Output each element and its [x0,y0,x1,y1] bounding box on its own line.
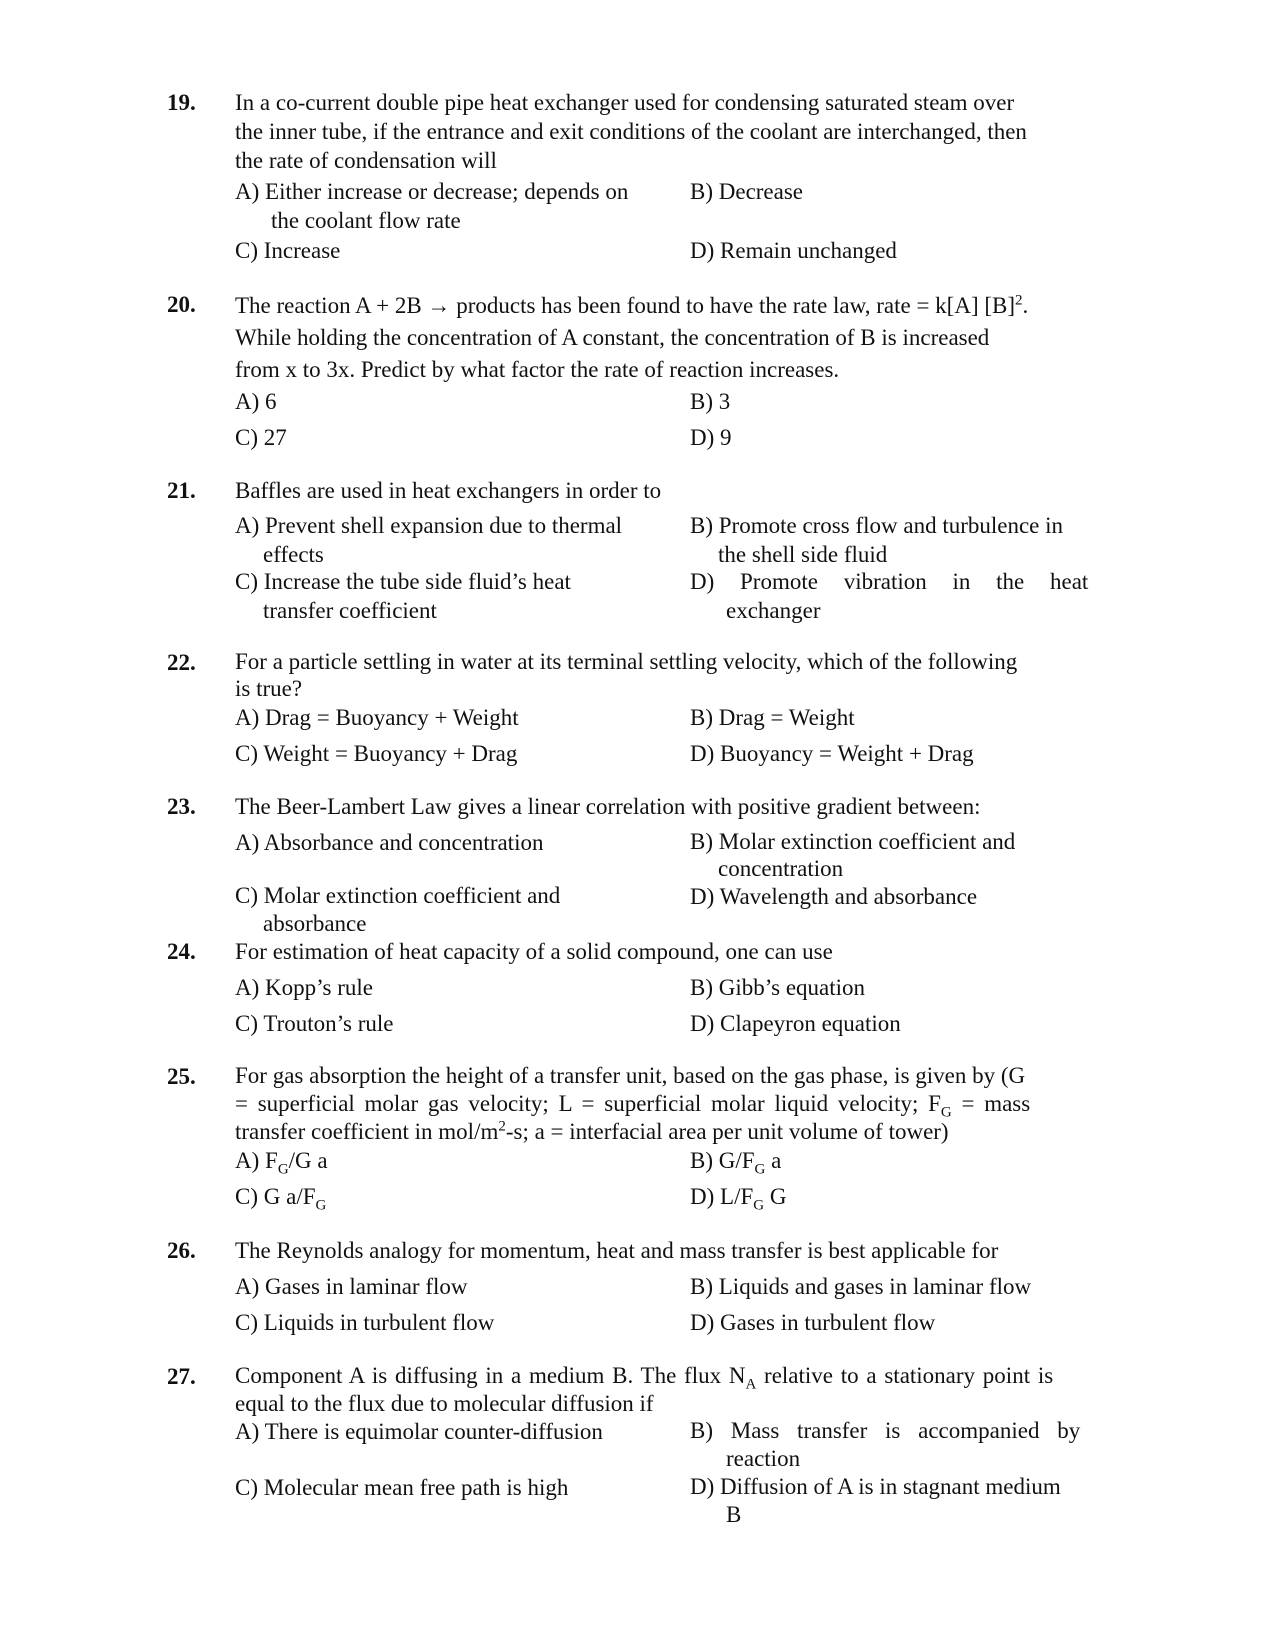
option-d[interactable]: D) Remain unchanged [690,238,897,263]
option-c[interactable]: C) Molecular mean free path is high [235,1475,569,1500]
option-d[interactable]: D) $L/F_G$ G [690,1184,787,1214]
option-d[interactable]: D) 9 [690,425,732,450]
question-stem: Component A is diffusing in a medium B. The flux $N_A$ relative to a stationary point is equal to the flux due to molecular diffusion if [235,1363,1054,1416]
question-number: 22. [167,650,196,675]
option-b[interactable]: B) Drag = Weight [690,705,855,730]
option-c[interactable]: C) G $a/F_G$ [235,1184,327,1214]
option-c[interactable]: C) 27 [235,425,287,450]
option-d[interactable]: D) Promote vibration in the heat exchanger [690,569,1089,623]
question-number: 20. [167,292,196,317]
option-d[interactable]: D) Buoyancy = Weight + Drag [690,741,974,766]
option-a[interactable]: A) 6 [235,389,277,414]
option-c[interactable]: C) Increase the tube side fluid’s heat transfer coefficient [235,569,571,623]
option-a[interactable]: A) Either increase or decrease; depends on the coolant flow rate [235,179,629,233]
option-c[interactable]: C) Liquids in turbulent flow [235,1310,495,1335]
option-c[interactable]: C) Trouton’s rule [235,1011,394,1036]
question-stem: The Reynolds analogy for momentum, heat and mass transfer is best applicable for [235,1238,999,1263]
option-d[interactable]: D) Diffusion of A is in stagnant medium B [690,1474,1061,1527]
option-a[interactable]: A) Kopp’s rule [235,975,373,1000]
option-c[interactable]: C) Weight = Buoyancy + Drag [235,741,518,766]
option-a[interactable]: A) Gases in laminar flow [235,1274,468,1299]
question-stem: Baffles are used in heat exchangers in order to [235,478,662,503]
option-d[interactable]: D) Clapeyron equation [690,1011,901,1036]
question-stem: The reaction A + 2B → products has been found to have the rate law, rate = k[A] $[B]^2$. While holding the concentration of A constant, the concentration of B is increased from x to 3x. Predict by what factor the rate of reaction increases. [235,292,1029,382]
option-b[interactable]: B) Gibb’s equation [690,975,866,1000]
question-number: 26. [167,1238,196,1263]
question-number: 23. [167,794,196,819]
option-a[interactable]: A) Prevent shell expansion due to thermal effects [235,513,623,567]
question-stem: For gas absorption the height of a transfer unit, based on the gas phase, is given by (G = superficial molar gas velocity; L = superficial molar liquid velocity; $F_G$ = mass transfer coefficient in mol/$m^2-s$; a = interfacial area per unit volume of tower) [235,1063,1031,1144]
option-c[interactable]: C) Increase [235,238,341,263]
option-a[interactable]: A) Absorbance and concentration [235,830,544,855]
question-number: 19. [167,90,196,115]
option-d[interactable]: D) Gases in turbulent flow [690,1310,936,1335]
question-stem: The Beer-Lambert Law gives a linear correlation with positive gradient between: [235,794,981,819]
option-b[interactable]: B) Decrease [690,179,804,204]
option-b[interactable]: B) Molar extinction coefficient and concentration [690,829,1016,881]
question-stem: For a particle settling in water at its terminal settling velocity, which of the following is true? [235,649,1018,701]
question-number: 21. [167,478,196,503]
option-a[interactable]: A) Drag = Buoyancy + Weight [235,705,519,730]
option-b[interactable]: B) $G/F_G$ a [690,1148,782,1178]
option-b[interactable]: B) Promote cross flow and turbulence in the shell side fluid [690,513,1064,567]
option-a[interactable]: A) $F_G/G$ a [235,1148,328,1178]
question-number: 25. [167,1064,196,1089]
option-c[interactable]: C) Molar extinction coefficient and absorbance [235,883,561,936]
question-stem: For estimation of heat capacity of a solid compound, one can use [235,939,833,964]
option-b[interactable]: B) Liquids and gases in laminar flow [690,1274,1032,1299]
option-b[interactable]: B) Mass transfer is accompanied by reaction [690,1418,1081,1471]
option-d[interactable]: D) Wavelength and absorbance [690,884,978,909]
option-b[interactable]: B) 3 [690,389,731,414]
question-stem: In a co-current double pipe heat exchanger used for condensing saturated steam over the inner tube, if the entrance and exit conditions of the coolant are interchanged, then the rate of condensation will [235,90,1027,173]
question-number: 24. [167,939,196,964]
option-a[interactable]: A) There is equimolar counter-diffusion [235,1419,603,1444]
question-number: 27. [167,1364,196,1389]
